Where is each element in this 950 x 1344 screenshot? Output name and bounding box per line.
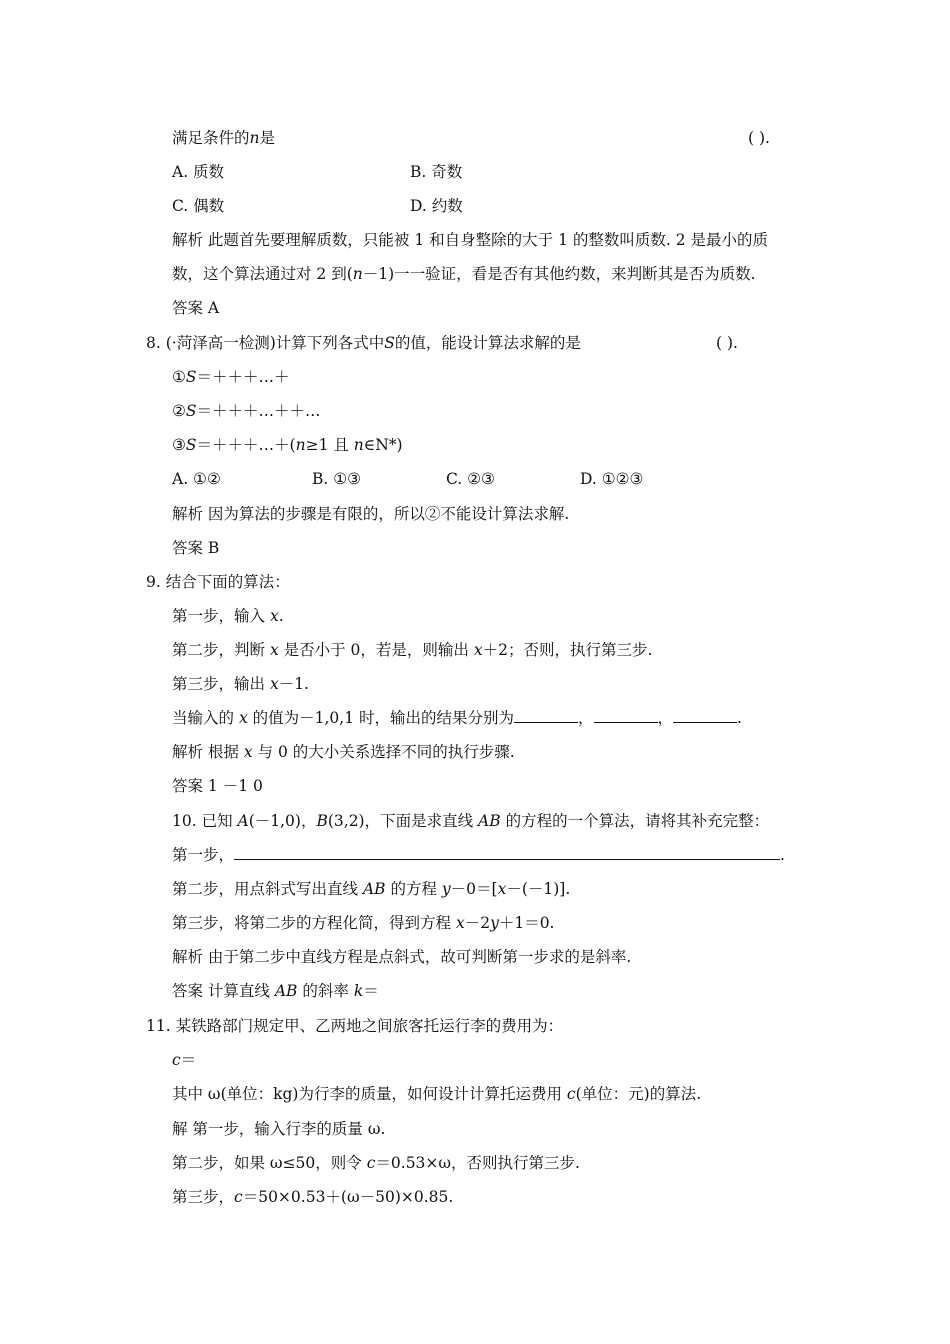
q11-solution-step-2: 第二步，如果 ω≤50，则令 c＝0.53×ω，否则执行第三步. — [172, 1154, 580, 1172]
q11-solution-step-3: 第三步，c＝50×0.53＋(ω－50)×0.85. — [172, 1188, 454, 1206]
q8-option-d: D. ①②③ — [580, 470, 644, 488]
q10-step-1: 第一步， . — [172, 846, 785, 864]
q11-formula: c＝ — [172, 1051, 197, 1069]
q7-option-b: B. 奇数 — [410, 163, 463, 181]
q9-blank-1[interactable] — [514, 708, 578, 723]
q10-stem: 10. 已知 A(－1,0)，B(3,2)，下面是求直线 AB 的方程的一个算法，请将其补充完整： — [172, 812, 770, 830]
q8-item-3: ③S＝＋＋＋…＋(n≥1 且 n∈N*) — [172, 436, 403, 454]
q8-analysis: 解析 因为算法的步骤是有限的，所以②不能设计算法求解. — [172, 505, 570, 523]
q11-description: 其中 ω(单位：kg)为行李的质量，如何设计计算托运费用 c(单位：元)的算法. — [172, 1085, 702, 1103]
q9-step-2: 第二步，判断 x 是否小于 0，若是，则输出 x＋2；否则，执行第三步. — [172, 641, 653, 659]
q7-answer-paren: ( ). — [748, 129, 770, 147]
q9-answer: 答案 1 －1 0 — [172, 777, 263, 795]
q9-blank-3[interactable] — [673, 708, 737, 723]
q11-stem: 11. 某铁路部门规定甲、乙两地之间旅客托运行李的费用为： — [146, 1017, 564, 1035]
q7-stem: 满足条件的n是 — [172, 129, 276, 147]
q9-stem: 9. 结合下面的算法： — [146, 573, 290, 591]
q9-question: 当输入的 x 的值为－1,0,1 时，输出的结果分别为 ， ， . — [172, 709, 742, 727]
q10-step-3: 第三步，将第二步的方程化简，得到方程 x－2y＋1＝0. — [172, 914, 555, 932]
q10-analysis: 解析 由于第二步中直线方程是点斜式，故可判断第一步求的是斜率. — [172, 948, 632, 966]
q10-answer: 答案 计算直线 AB 的斜率 k＝ — [172, 982, 379, 1000]
q8-option-a: A. ①② — [172, 470, 221, 488]
q8-answer: 答案 B — [172, 539, 220, 557]
q9-blank-2[interactable] — [594, 708, 658, 723]
q7-option-c: C. 偶数 — [172, 197, 225, 215]
q8-option-c: C. ②③ — [446, 470, 495, 488]
q8-option-b: B. ①③ — [312, 470, 362, 488]
q8-item-2: ②S＝＋＋＋…＋＋… — [172, 402, 321, 420]
q10-step-2: 第二步，用点斜式写出直线 AB 的方程 y－0＝[x－(－1)]. — [172, 880, 571, 898]
q7-analysis-line1: 解析 此题首先要理解质数，只能被 1 和自身整除的大于 1 的整数叫质数. 2 是最小的质 — [172, 231, 769, 249]
q9-step-3: 第三步，输出 x－1. — [172, 675, 309, 693]
q9-analysis: 解析 根据 x 与 0 的大小关系选择不同的执行步骤. — [172, 743, 515, 761]
q7-answer: 答案 A — [172, 299, 220, 317]
q11-solution-step-1: 解 第一步，输入行李的质量 ω. — [172, 1120, 386, 1138]
q7-analysis-line2: 数，这个算法通过对 2 到(n－1)一一验证，看是否有其他约数，来判断其是否为质数. — [172, 265, 756, 283]
q8-answer-paren: ( ). — [716, 334, 738, 352]
q7-option-a: A. 质数 — [172, 163, 225, 181]
q9-step-1: 第一步，输入 x. — [172, 607, 284, 625]
q8-stem: 8. (·菏泽高一检测)计算下列各式中S的值，能设计算法求解的是 — [146, 334, 581, 352]
q10-blank[interactable] — [234, 845, 780, 860]
q7-option-d: D. 约数 — [410, 197, 463, 215]
q8-item-1: ①S＝＋＋＋…＋ — [172, 368, 290, 386]
